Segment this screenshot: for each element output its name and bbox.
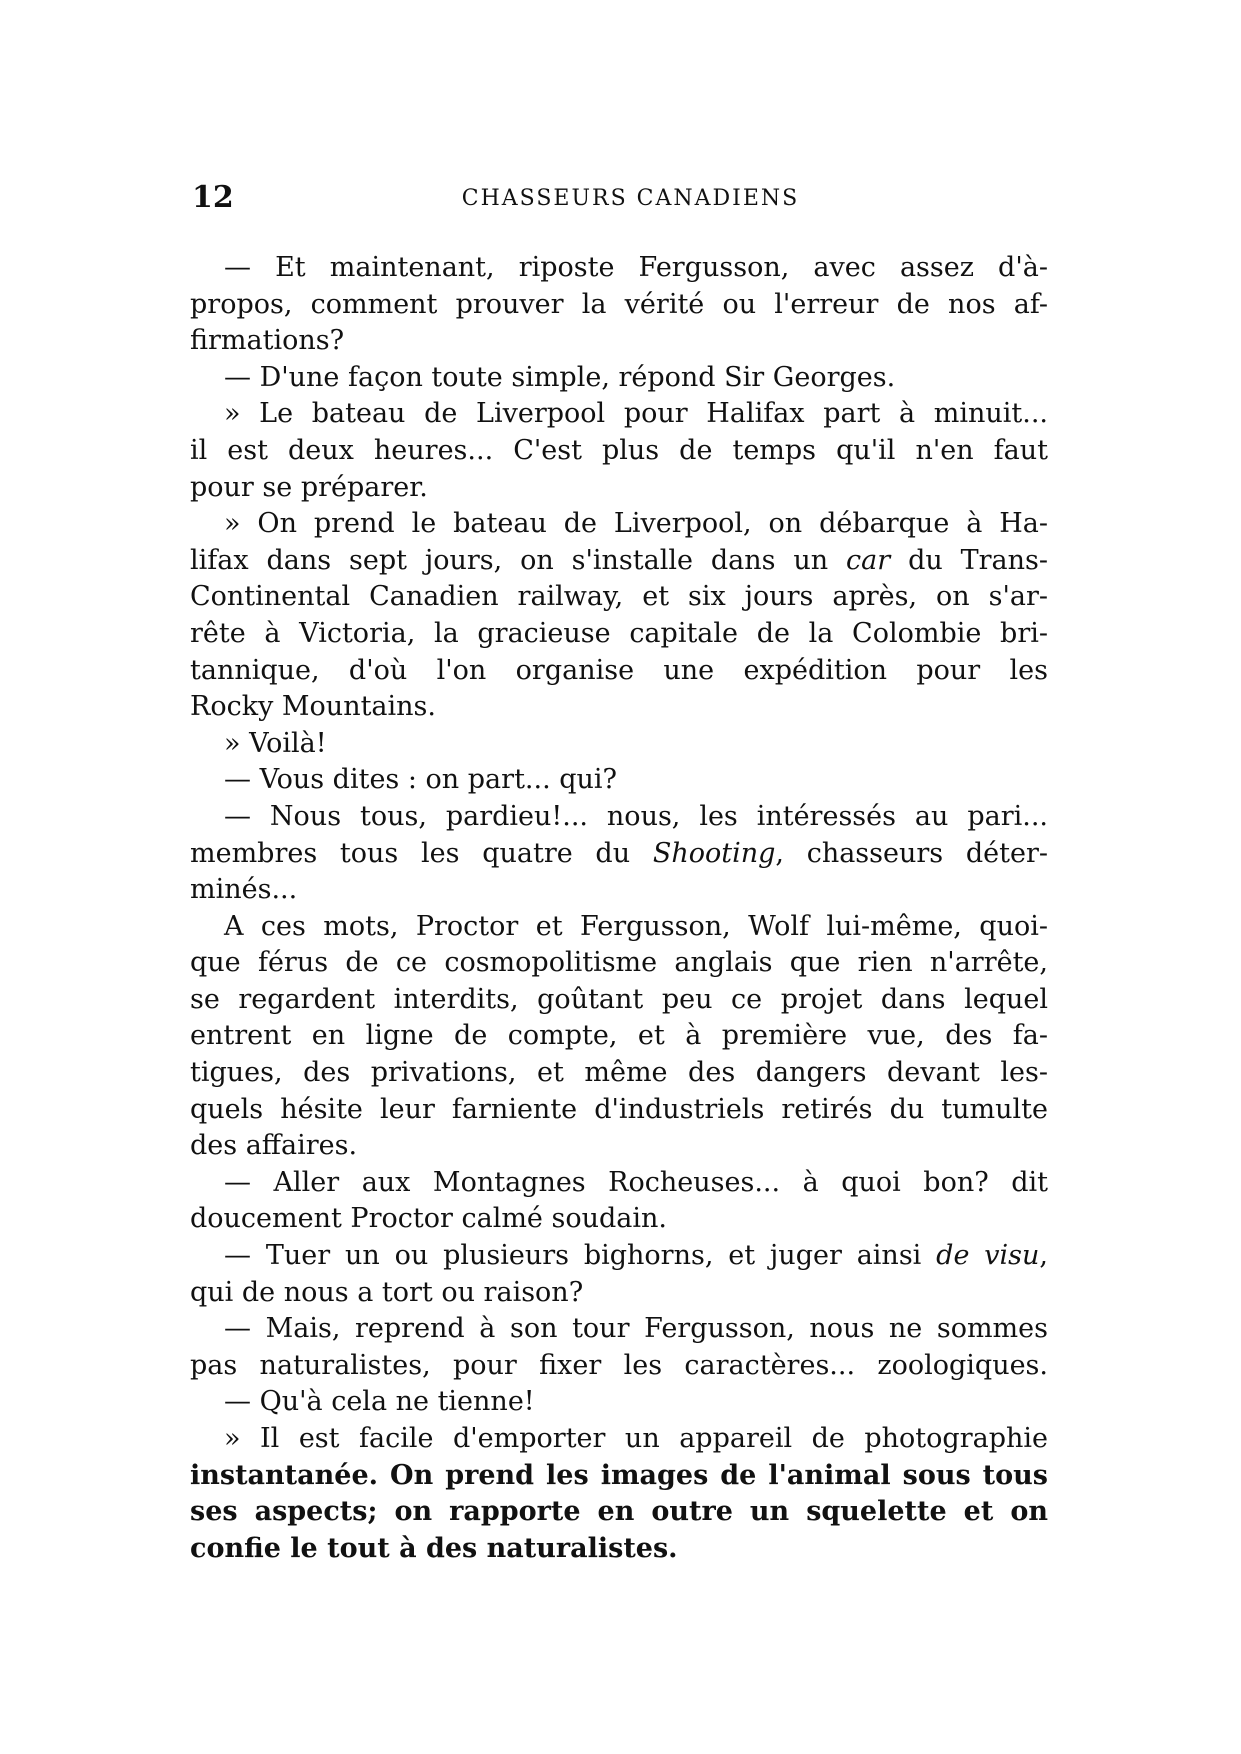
line-text: Rocky Mountains. (190, 691, 436, 723)
line-text: qui de nous a tort ou raison? (190, 1276, 584, 1308)
text-line (190, 616, 1048, 653)
text-line (190, 1128, 1048, 1165)
text-line (190, 250, 1048, 287)
text-line (190, 945, 1048, 982)
text-line (190, 1201, 1048, 1238)
italic-text: Shooting (652, 837, 776, 869)
line-text: pour se préparer. (190, 471, 428, 503)
line-text: lifax dans sept jours, on s'installe dans un (190, 544, 847, 576)
text-line (190, 1458, 1048, 1495)
running-title: CHASSEURS CANADIENS (461, 186, 800, 211)
line-text: pas naturalistes, pour fixer les caractères... zoologiques. (190, 1349, 1048, 1381)
text-line (190, 470, 1048, 507)
text-line (190, 836, 1048, 873)
text-line (190, 1384, 1048, 1421)
text-line (190, 1055, 1048, 1092)
text-line (190, 506, 1048, 543)
line-text: des affaires. (190, 1130, 358, 1162)
text-line (190, 1018, 1048, 1055)
text-line (190, 1165, 1048, 1202)
line-text: — Tuer un ou plusieurs bighorns, et juger ainsi (224, 1240, 937, 1272)
line-text: propos, comment prouver la vérité ou l'erreur de nos af- (190, 288, 1048, 320)
line-text: quels hésite leur farniente d'industriels retirés du tumulte (190, 1093, 1048, 1125)
body-text (190, 250, 1048, 1567)
text-line (190, 1238, 1048, 1275)
line-text: firmations? (190, 325, 345, 357)
line-text: instantanée. On prend les images de l'animal sous tous (190, 1459, 1048, 1491)
text-line (190, 287, 1048, 324)
line-text: il est deux heures... C'est plus de temps qu'il n'en faut (190, 434, 1048, 466)
line-text: doucement Proctor calmé soudain. (190, 1203, 667, 1235)
line-text: » Voilà! (224, 727, 327, 759)
text-line (190, 689, 1048, 726)
text-line (190, 799, 1048, 836)
line-text: — Vous dites : on part... qui? (224, 764, 618, 796)
text-line (190, 872, 1048, 909)
text-line (190, 360, 1048, 397)
line-text: » Il est facile d'emporter un appareil de photographie (224, 1423, 1048, 1454)
line-text: rête à Victoria, la gracieuse capitale de la Colombie bri- (190, 617, 1048, 649)
text-line (190, 579, 1048, 616)
line-text: Continental Canadien railway, et six jours après, on s'ar- (190, 581, 1048, 613)
italic-text: de visu (936, 1240, 1040, 1272)
text-line (190, 433, 1048, 470)
text-line (190, 982, 1048, 1019)
line-text: — Nous tous, pardieu!... nous, les intéressés au pari... (224, 800, 1048, 832)
text-line (190, 1531, 1048, 1568)
line-text: ses aspects; on rapporte en outre un squelette et on (190, 1496, 1048, 1528)
line-text: — Et maintenant, riposte Fergusson, avec assez d'à- (224, 252, 1048, 283)
text-line (190, 1421, 1048, 1458)
text-line (190, 1092, 1048, 1129)
line-text: A ces mots, Proctor et Fergusson, Wolf lui-même, quoi- (224, 910, 1048, 942)
text-line (190, 1494, 1048, 1531)
italic-text: car (846, 544, 891, 576)
text-line (190, 396, 1048, 433)
line-text: confie le tout à des naturalistes. (190, 1532, 678, 1564)
line-text: , (1039, 1240, 1048, 1272)
line-text: — Mais, reprend à son tour Fergusson, nous ne sommes (224, 1313, 1048, 1345)
line-text: du Trans- (890, 544, 1049, 576)
text-line (190, 726, 1048, 763)
text-line (190, 543, 1048, 580)
text-line (190, 909, 1048, 946)
line-text: — Qu'à cela ne tienne! (224, 1386, 535, 1418)
line-text: tigues, des privations, et même des dangers devant les- (190, 1057, 1048, 1089)
text-line (190, 323, 1048, 360)
line-text: » On prend le bateau de Liverpool, on débarque à Ha- (224, 508, 1048, 540)
line-text: — Aller aux Montagnes Rocheuses... à quoi bon? dit (224, 1166, 1048, 1198)
page-number: 12 (192, 180, 234, 215)
line-text: , chasseurs déter- (775, 837, 1048, 869)
text-line (190, 653, 1048, 690)
line-text: minés... (190, 874, 298, 906)
text-line (190, 1311, 1048, 1348)
line-text: entrent en ligne de compte, et à première vue, des fa- (190, 1020, 1048, 1052)
line-text: se regardent interdits, goûtant peu ce projet dans lequel (190, 983, 1048, 1015)
text-line (190, 1348, 1048, 1385)
text-line (190, 1275, 1048, 1312)
line-text: que férus de ce cosmopolitisme anglais que rien n'arrête, (190, 947, 1048, 979)
line-text: membres tous les quatre du (190, 837, 653, 869)
text-line (190, 762, 1048, 799)
line-text: tannique, d'où l'on organise une expédition pour les (190, 654, 1048, 686)
line-text: » Le bateau de Liverpool pour Halifax part à minuit... (224, 398, 1048, 430)
line-text: — D'une façon toute simple, répond Sir Georges. (224, 361, 896, 393)
